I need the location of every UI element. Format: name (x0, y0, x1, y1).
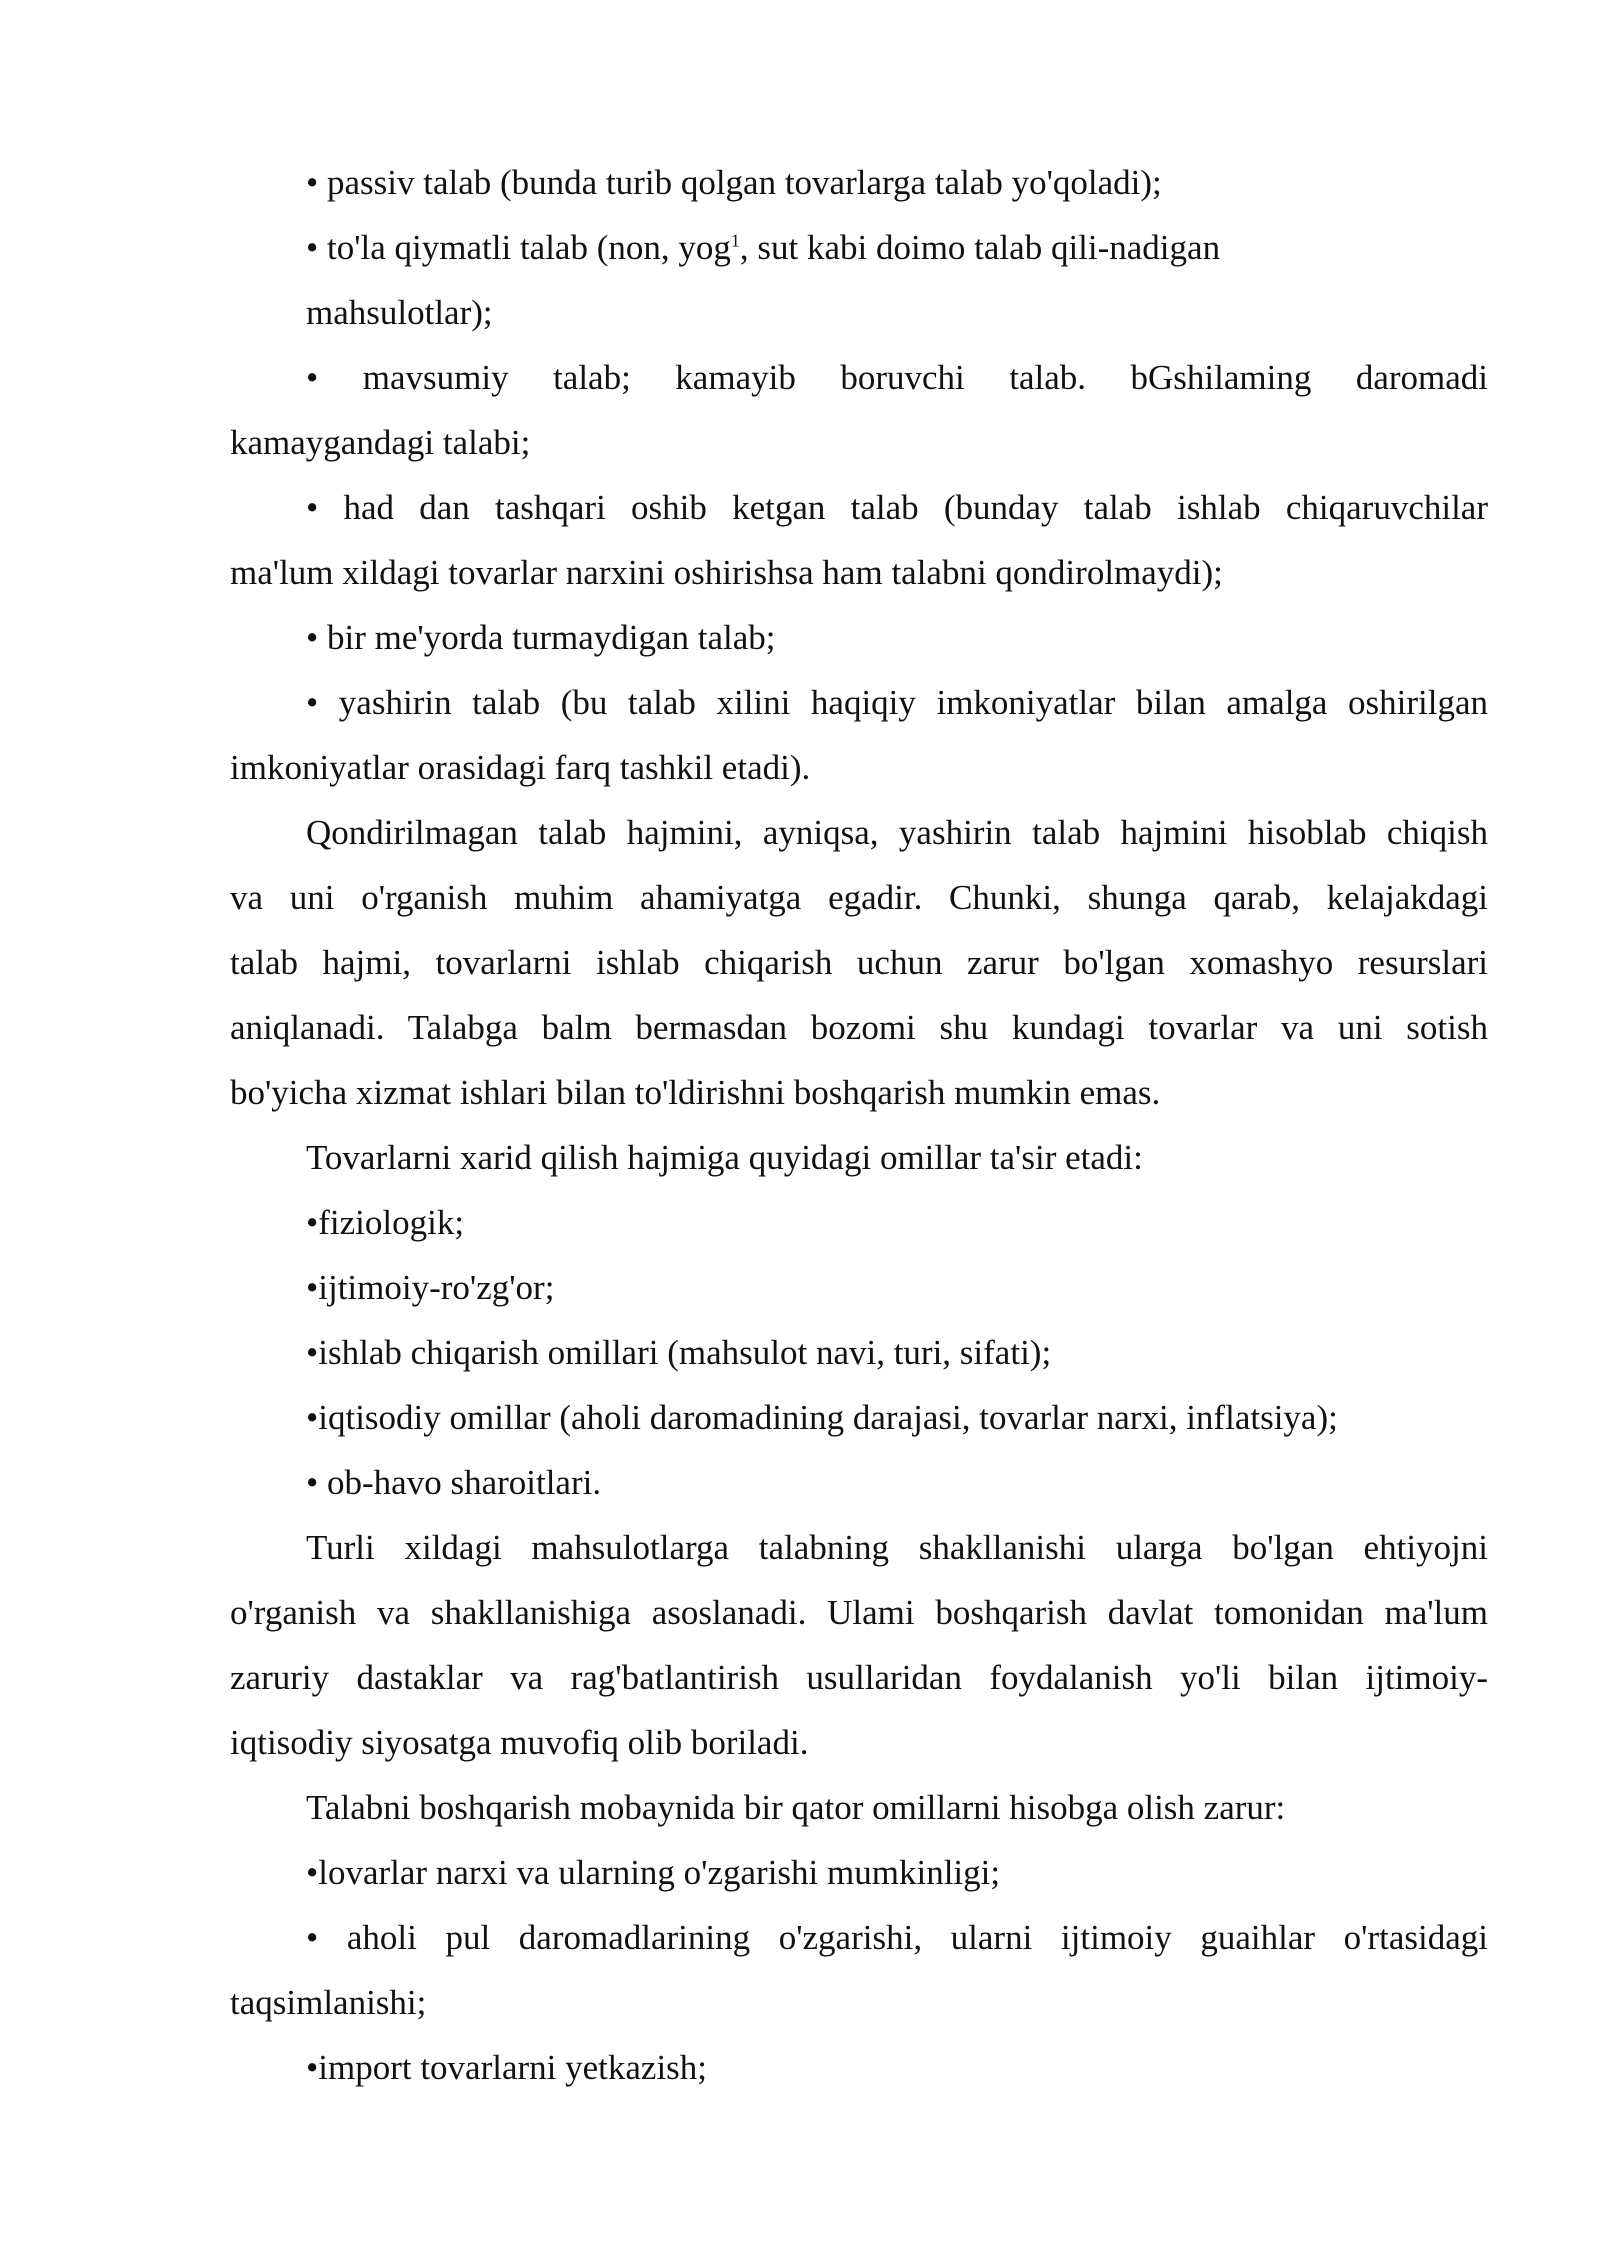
text-line (230, 1385, 1488, 1450)
text-line-content: imkoniyatlar orasidagi farq tashkil etadi). (230, 748, 811, 787)
text-line (230, 1580, 1488, 1645)
text-line-continuation: , sut kabi doimo talab qili-nadigan (739, 228, 1221, 267)
text-line (230, 475, 1488, 540)
text-line (230, 800, 1488, 865)
text-line-content: zaruriy dastaklar va rag'batlantirish usullaridan foydalanish yo'li bilan ijtimoiy- (230, 1658, 1488, 1697)
text-line-content: aniqlanadi. Talabga balm bermasdan bozomi shu kundagi tovarlar va uni sotish (230, 1008, 1488, 1047)
document-body (230, 150, 1488, 2100)
text-line-content: Tovarlarni xarid qilish hajmiga quyidagi omillar ta'sir etadi: (306, 1138, 1143, 1177)
text-line-content: mahsulotlar); (306, 293, 493, 332)
text-line-content: •lovarlar narxi va ularning o'zgarishi mumkinligi; (306, 1853, 1001, 1892)
text-line (230, 540, 1488, 605)
text-line-content: bo'yicha xizmat ishlari bilan to'ldirishni boshqarish mumkin emas. (230, 1073, 1161, 1112)
text-line (230, 670, 1488, 735)
text-line-content: Qondirilmagan talab hajmini, ayniqsa, yashirin talab hajmini hisoblab chiqish (306, 813, 1488, 852)
text-line (230, 605, 1488, 670)
text-line-content: • had dan tashqari oshib ketgan talab (bunday talab ishlab chiqaruvchilar (306, 488, 1488, 527)
text-line (230, 1775, 1488, 1840)
text-line-content: talab hajmi, tovarlarni ishlab chiqarish uchun zarur bo'lgan xomashyo resurslari (230, 943, 1488, 982)
text-line-content: •ishlab chiqarish omillari (mahsulot navi, turi, sifati); (306, 1333, 1052, 1372)
text-line-content: taqsimlanishi; (230, 1983, 427, 2022)
text-line (230, 1125, 1488, 1190)
text-line (230, 1255, 1488, 1320)
text-line-content: •import tovarlarni yetkazish; (306, 2048, 708, 2087)
text-line-content: • yashirin talab (bu talab xilini haqiqiy imkoniyatlar bilan amalga oshirilgan (306, 683, 1488, 722)
text-line (230, 1645, 1488, 1710)
text-line-content: • aholi pul daromadlarining o'zgarishi, ularni ijtimoiy guaihlar o'rtasidagi (306, 1918, 1488, 1957)
text-line-content: iqtisodiy siyosatga muvofiq olib boriladi. (230, 1723, 809, 1762)
text-line-content: •iqtisodiy omillar (aholi daromadining darajasi, tovarlar narxi, inflatsiya); (306, 1398, 1338, 1437)
text-line (230, 410, 1488, 475)
text-line (230, 215, 1488, 280)
text-line (230, 735, 1488, 800)
text-line (230, 1710, 1488, 1775)
text-line (230, 1190, 1488, 1255)
text-line-content: kamaygandagi talabi; (230, 423, 531, 462)
text-line-content: • mavsumiy talab; kamayib boruvchi talab. bGshilaming daromadi (306, 358, 1488, 397)
text-line (230, 1515, 1488, 1580)
text-line-content: • ob-havo sharoitlari. (306, 1463, 602, 1502)
text-line (230, 995, 1488, 1060)
text-line (230, 1905, 1488, 1970)
text-line-content: • passiv talab (bunda turib qolgan tovarlarga talab yo'qoladi); (306, 163, 1162, 202)
text-line (230, 1060, 1488, 1125)
text-line-content: •ijtimoiy-ro'zg'or; (306, 1268, 555, 1307)
text-line (230, 865, 1488, 930)
text-line-content: Talabni boshqarish mobaynida bir qator omillarni hisobga olish zarur: (306, 1788, 1286, 1827)
text-line (230, 1840, 1488, 1905)
text-line-content: Turli xildagi mahsulotlarga talabning shakllanishi ularga bo'lgan ehtiyojni (306, 1528, 1488, 1567)
text-line (230, 2035, 1488, 2100)
text-line-content: • to'la qiymatli talab (non, yog (306, 228, 731, 267)
text-line-content: • bir me'yorda turmaydigan talab; (306, 618, 776, 657)
text-line (230, 1970, 1488, 2035)
text-line (230, 930, 1488, 995)
text-line-content: •fiziologik; (306, 1203, 465, 1242)
text-line-content: o'rganish va shakllanishiga asoslanadi. Ulami boshqarish davlat tomonidan ma'lum (230, 1593, 1488, 1632)
text-line-content: va uni o'rganish muhim ahamiyatga egadir. Chunki, shunga qarab, kelajakdagi (230, 878, 1488, 917)
text-line (230, 280, 1488, 345)
text-line (230, 345, 1488, 410)
footnote-marker: 1 (730, 230, 740, 251)
text-line (230, 1450, 1488, 1515)
text-line (230, 1320, 1488, 1385)
text-line-content: ma'lum xildagi tovarlar narxini oshirishsa ham talabni qondirolmaydi); (230, 553, 1223, 592)
text-line (230, 150, 1488, 215)
